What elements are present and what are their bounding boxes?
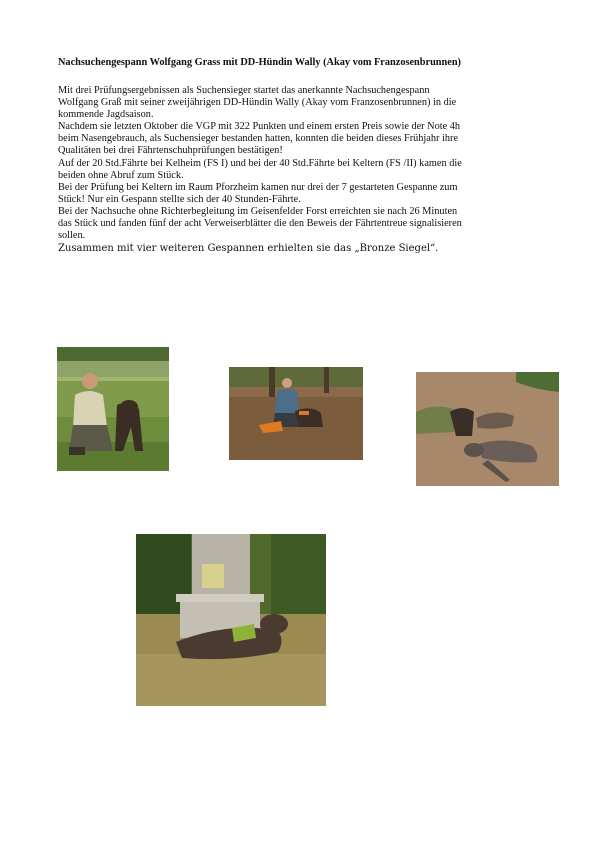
body-line: Auf der 20 Std.Fährte bei Kelheim (FS I) und bei der 40 Std.Fährte bei Keltern (FS /II) kamen die <box>58 157 462 169</box>
document-title: Nachsuchengespann Wolfgang Grass mit DD-Hündin Wally (Akay vom Franzosenbrunnen) <box>58 57 461 68</box>
photo-hunter-with-dog-meadow <box>57 347 169 471</box>
body-line: Stück! Nur ein Gespann stellte sich der 40 Stunden-Fährte. <box>58 193 301 205</box>
body-line: sollen. <box>58 230 86 242</box>
body-line: Mit drei Prüfungsergebnissen als Suchensieger startet das anerkannte Nachsuchengespann <box>58 85 430 96</box>
body-line: Bei der Nachsuche ohne Richterbegleitung im Geisenfelder Forst erreichten sie nach 26 Minuten <box>58 205 458 217</box>
photo-dog-at-memorial-stone <box>136 534 326 706</box>
body-line: das Stück und fanden fünf der acht Verweiserblätter die den Beweis der Fährtentreue signalisieren <box>58 218 462 230</box>
body-line: kommende Jagdsaison. <box>58 109 154 121</box>
body-line: Bei der Prüfung bei Keltern im Raum Pforzheim kamen nur drei der 7 gestarteten Gespanne zum <box>58 181 458 193</box>
closing-line: Zusammen mit vier weiteren Gespannen erhielten sie das „Bronze Siegel“. <box>58 243 439 255</box>
body-line: Nachdem sie letzten Oktober die VGP mit 322 Punkten und einem ersten Preis sowie der Note 4h <box>58 121 461 133</box>
body-line: beim Nasengebrauch, als Suchensieger bestanden hatten, konnten die beiden dieses Frühjahr ihre <box>58 133 459 145</box>
body-line: Wolfgang Graß mit seiner zweijährigen DD-Hündin Wally (Akay vom Franzosenbrunnen) in die <box>58 97 457 109</box>
photo-hunter-with-dog-forest <box>229 367 363 460</box>
photo-dog-with-deer <box>416 372 559 486</box>
body-line: beiden ohne Abruf zum Stück. <box>58 169 184 181</box>
body-line: Qualitäten bei drei Fährtenschuhprüfungen bestätigen! <box>58 145 283 157</box>
article-body <box>58 85 538 255</box>
